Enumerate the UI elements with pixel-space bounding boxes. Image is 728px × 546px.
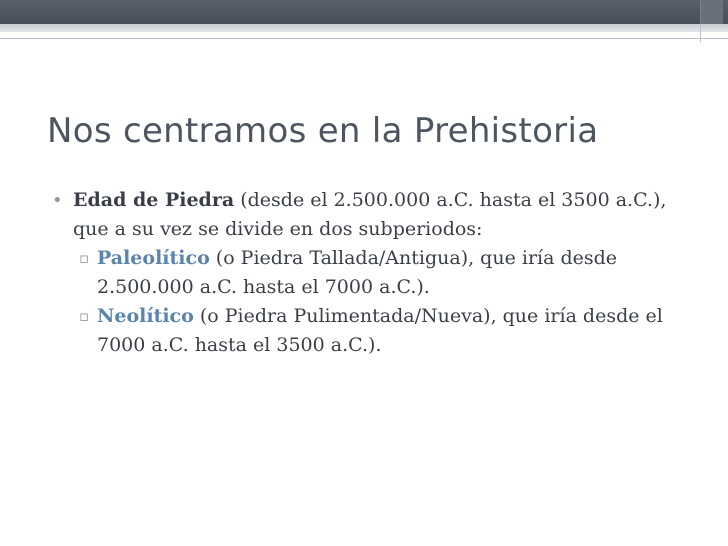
- bullet-term: Edad de Piedra: [73, 189, 235, 211]
- sub-bullet-text: (o Piedra Tallada/Antigua), que iría desde 2.500.000 a.C. hasta el 7000 a.C.).: [97, 247, 618, 298]
- slide-top-bar: [0, 0, 728, 24]
- slide-divider-line: [0, 38, 728, 39]
- bullet-edad-de-piedra: [52, 186, 702, 244]
- corner-divider-line: [700, 24, 701, 42]
- sub-bullet-marker: ▫: [79, 307, 90, 325]
- sub-bullet-term: Neolítico: [97, 305, 194, 327]
- bullet-marker: •: [52, 190, 63, 211]
- sub-bullet-text: (o Piedra Pulimentada/Nueva), que iría desde el 7000 a.C. hasta el 3500 a.C.).: [97, 305, 663, 356]
- sub-bullet-neolitico: [52, 302, 702, 360]
- slide-title: Nos centramos en la Prehistoria: [47, 111, 599, 151]
- slide-body: [52, 186, 702, 360]
- sub-bullet-term: Paleolítico: [97, 247, 210, 269]
- bullet-text: (desde el 2.500.000 a.C. hasta el 3500 a.C.), que a su vez se divide en dos subperiodos:: [73, 189, 667, 240]
- corner-decoration: [700, 0, 723, 24]
- sub-bullet-marker: ▫: [79, 249, 90, 267]
- slide-top-strip: [0, 24, 728, 32]
- sub-bullet-paleolitico: [52, 244, 702, 302]
